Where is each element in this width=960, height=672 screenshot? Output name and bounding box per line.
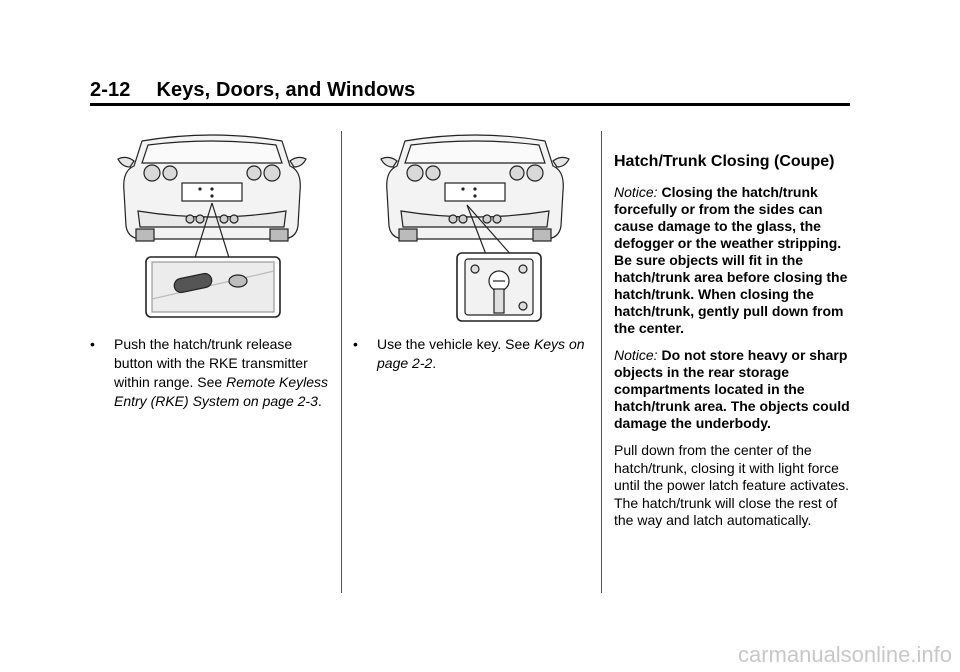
key-lock-illustration (375, 131, 575, 325)
header-rule (90, 103, 850, 106)
column-divider-right (601, 131, 602, 593)
watermark: carmanualsonline.info (737, 642, 952, 667)
notice-label: Notice: (614, 184, 658, 200)
right-column (614, 152, 854, 530)
cross-reference-link[interactable]: Remote Keyless Entry (RKE) System on page 2-3 (114, 374, 329, 409)
bullet-item-vehicle-key (353, 335, 588, 373)
bullet-body: Use the vehicle key. See (377, 336, 531, 352)
bullet-dot-icon: • (353, 336, 358, 352)
bullet-text: Push the hatch/trunk release button with the RKE transmitter within range. See Remote Keyless Entry (RKE) System on page 2-3. (114, 336, 329, 409)
notice-2 (614, 347, 854, 432)
notice-1 (614, 184, 854, 337)
column-divider-left (341, 131, 342, 593)
bullet-text: Use the vehicle key. See Keys on page 2-2. (377, 336, 585, 371)
notice-label: Notice: (614, 347, 658, 363)
section-heading: Hatch/Trunk Closing (Coupe) (614, 153, 835, 170)
section-title: Keys, Doors, and Windows (156, 79, 416, 101)
page-number: 2-12 (90, 79, 131, 101)
bullet-dot-icon: • (90, 336, 95, 352)
notice-2-text: Do not store heavy or sharp objects in the rear storage compartments located in the hatch/trunk area. The objects could damage the underbody. (614, 347, 850, 431)
page-header (90, 79, 415, 102)
body-paragraph: Pull down from the center of the hatch/trunk, closing it with light force until the power latch feature activates. The hatch/trunk will close the rest of the way and latch automatically. (614, 442, 850, 528)
bullet-body: Push the hatch/trunk release button with the RKE transmitter within range. See (114, 336, 308, 390)
cross-reference-link[interactable]: Keys on page 2-2 (377, 336, 585, 371)
notice-1-text: Closing the hatch/trunk forcefully or from the sides can cause damage to the glass, the defogger or the weather stripping. Be sure objects will fit in the hatch/trunk area before closing the hatch/trunk. When closing the hatch/trunk, gently pull down from the center. (614, 184, 848, 336)
bullet-item-rke-release (90, 335, 335, 411)
rke-release-button-illustration (112, 131, 312, 321)
